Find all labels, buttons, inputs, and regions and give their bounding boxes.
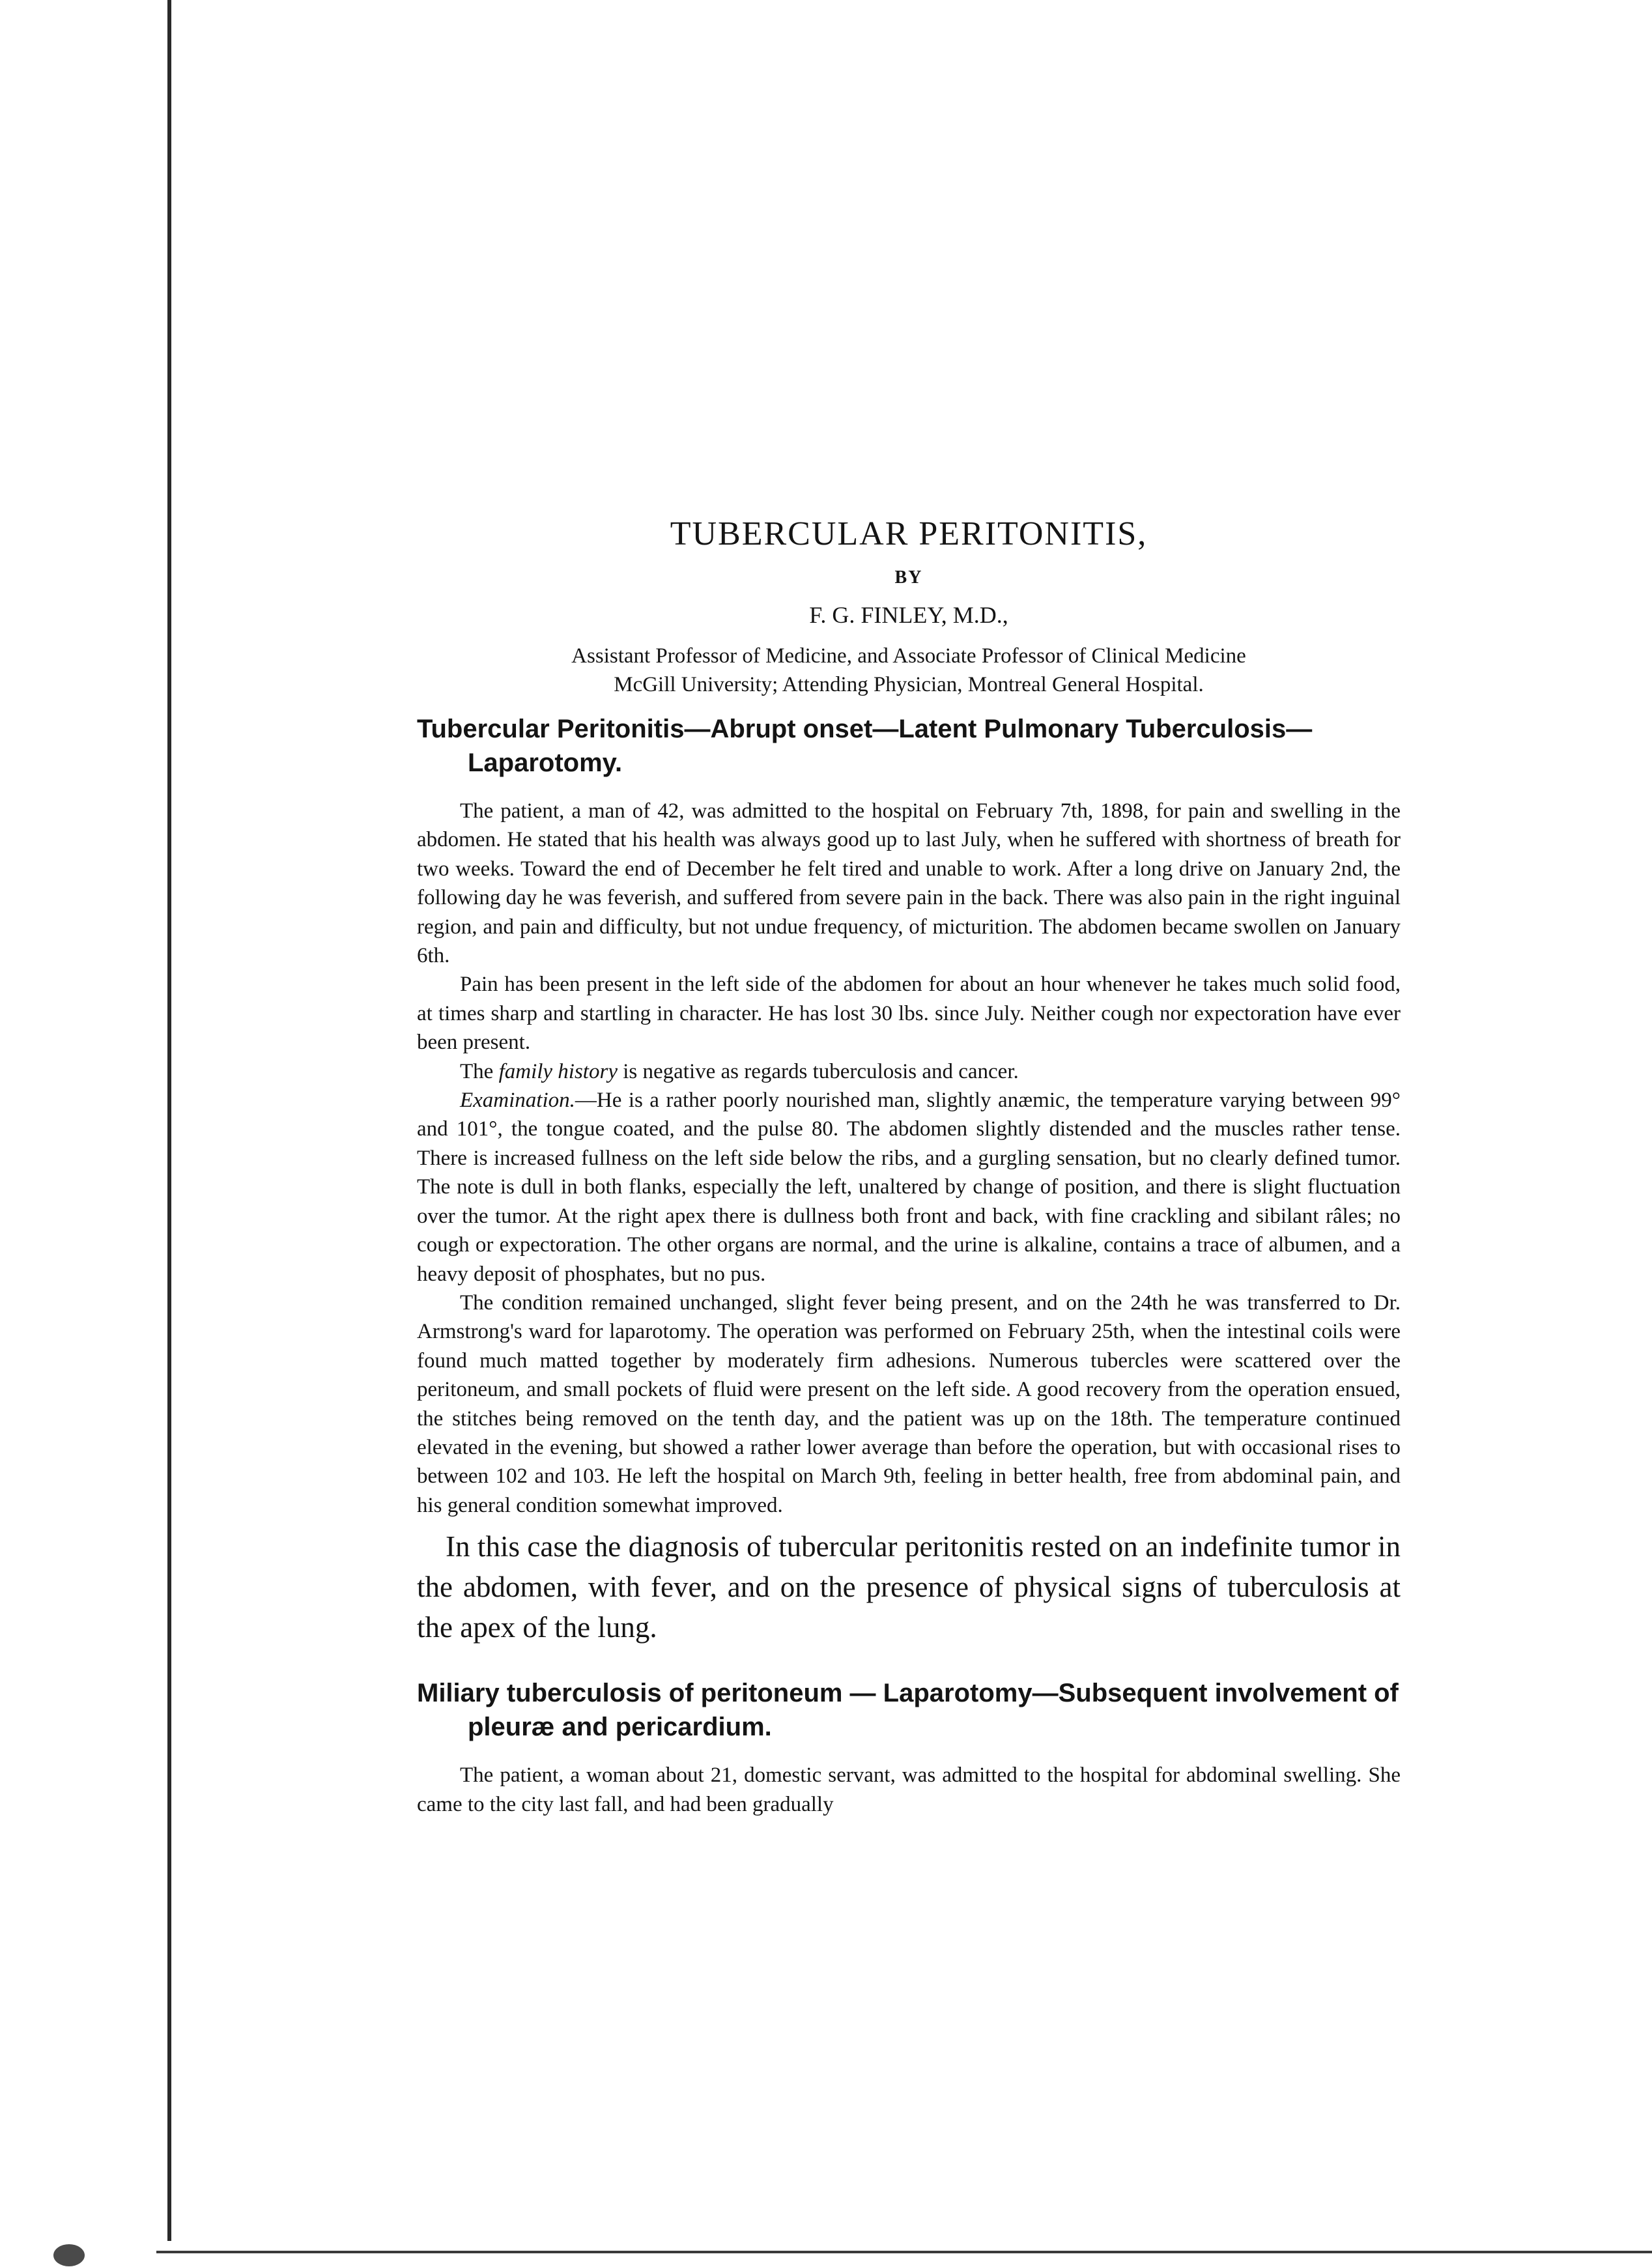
case-1-paragraph-4	[417, 1086, 1401, 1289]
scan-left-margin	[0, 0, 171, 2267]
scan-smudge-mark	[53, 2244, 85, 2266]
family-history-lead: The	[460, 1059, 499, 1083]
author-affiliation	[417, 642, 1401, 699]
case-2-heading: Miliary tuberculosis of peritoneum — Laparotomy—Subsequent involvement of pleuræ and pericardium.	[417, 1679, 1399, 1742]
family-history-term: family history	[498, 1059, 618, 1083]
case-1-summary: In this case the diagnosis of tubercular peritonitis rested on an indefinite tumor in the abdomen, with fever, and on the presence of physical signs of tuberculosis at the apex of the lung.	[417, 1530, 1401, 1644]
article-body	[417, 515, 1401, 1987]
binding-gutter-line	[167, 0, 171, 2241]
article-title: TUBERCULAR PERITONITIS,	[670, 515, 1148, 552]
case-1-paragraph-5: The condition remained unchanged, slight fever being present, and on the 24th he was transferred to Dr. Armstrong's ward for laparotomy. The operation was performed on February 25th, when the intestinal coils were found much matted together by moderately firm adhesions. Numerous tubercles were scattered over the peritoneum, and small pockets of fluid were present on the left side. A good recovery from the operation ensued, the stitches being removed on the tenth day, and the patient was up on the 18th. The temperature continued elevated in the evening, but showed a rather lower average than before the operation, but with occasional rises to between 102 and 103. He left the hospital on March 9th, feeling in better health, free from abdominal pain, and his general condition somewhat improved.	[417, 1290, 1401, 1517]
page-bottom-edge	[156, 2251, 1652, 2253]
affiliation-line-2: McGill University; Attending Physician, Montreal General Hospital.	[614, 673, 1204, 696]
case-1-paragraph-2: Pain has been present in the left side of the abdomen for about an hour whenever he takes much solid food, at times sharp and startling in character. He has lost 30 lbs. since July. Neither cough nor expectoration have ever been present.	[417, 973, 1401, 1055]
case-1-paragraph-1: The patient, a man of 42, was admitted to the hospital on February 7th, 1898, for pain and swelling in the abdomen. He stated that his health was always good up to last July, when he suffered with shortness of breath for two weeks. Toward the end of December he felt tired and unable to work. After a long drive on January 2nd, the following day he was feverish, and suffered from severe pain in the back. There was also pain in the right inguinal region, and pain and difficulty, but not undue frequency, of micturition. The abdomen became swollen on January 6th.	[417, 799, 1401, 968]
by-line: BY	[894, 567, 923, 588]
case-2-paragraph-1: The patient, a woman about 21, domestic servant, was admitted to the hospital for abdominal swelling. She came to the city last fall, and had been gradually	[417, 1763, 1401, 1816]
affiliation-line-1: Assistant Professor of Medicine, and Associate Professor of Clinical Medicine	[571, 644, 1246, 668]
author-name: F. G. FINLEY, M.D.,	[809, 602, 1008, 628]
examination-text: —He is a rather poorly nourished man, slightly anæmic, the temperature varying between 99° and 101°, the tongue coated, and the pulse 80. The abdomen slightly distended and the muscles rather tense. There is increased fullness on the left side below the ribs, and a gurgling sensation, but no clearly defined tumor. The note is dull in both flanks, especially the left, unaltered by change of position, and there is slight fluctuation over the tumor. At the right apex there is dullness both front and back, with fine crackling and sibilant râles; no cough or expectoration. The other organs are normal, and the urine is alkaline, contains a trace of albumen, and a heavy deposit of phosphates, but no pus.	[417, 1089, 1401, 1286]
case-1-heading: Tubercular Peritonitis—Abrupt onset—Latent Pulmonary Tuberculosis—Laparotomy.	[417, 715, 1313, 777]
family-history-text: is negative as regards tuberculosis and cancer.	[617, 1059, 1019, 1083]
examination-term: Examination.	[460, 1089, 575, 1113]
case-1-paragraph-3	[417, 1057, 1401, 1086]
